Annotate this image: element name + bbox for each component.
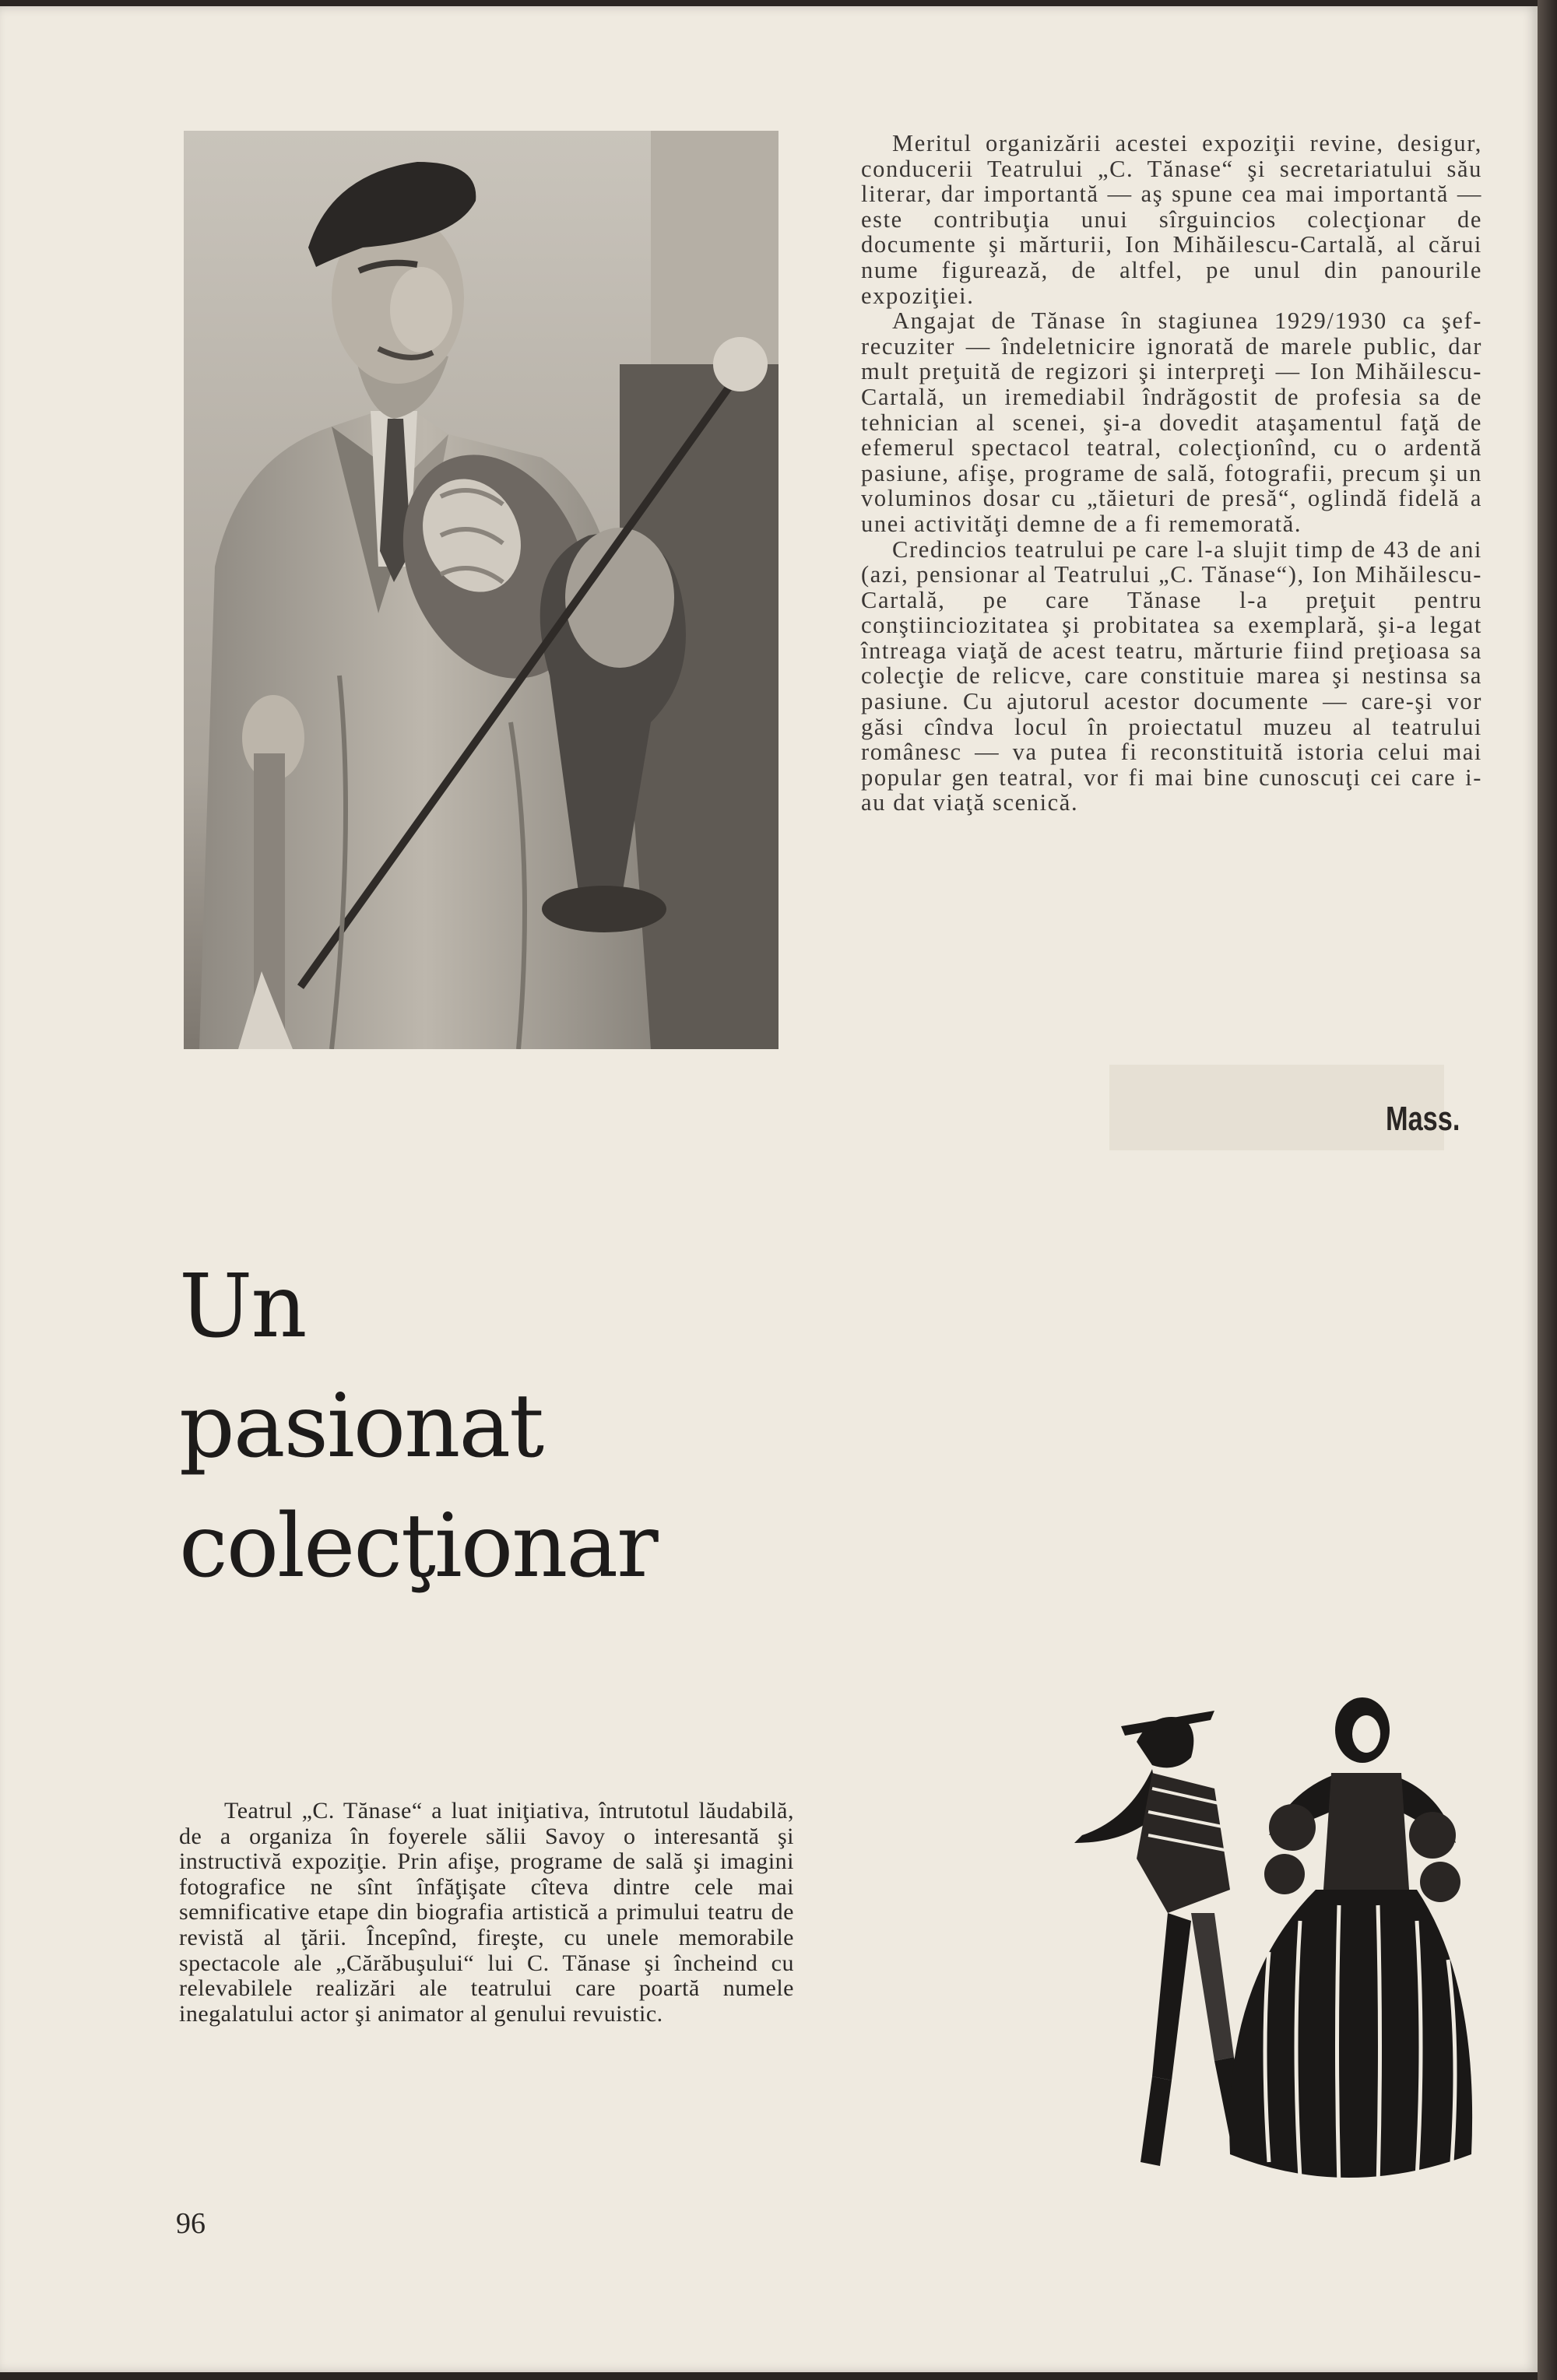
intro-paragraph: Teatrul „C. Tănase“ a luat iniţiativa, întrutotul lăudabilă, de a organiza în foyerele sălii Savoy o interesantă şi instructivă expoziţie. Prin afişe, programe de sală şi imagini fotografice ne sînt înfăţişate cîteva dintre cele mai semnificative etape din biografia artistică a primului teatru de revistă al ţării. Începînd, fireşte, cu unele memorabile spectacole ale „Cărăbuşului“ lui C. Tănase şi încheind cu relevabilele realizări ale teatrului care poartă numele inegalatului actor şi animator al genului revuistic. <box>179 1798 794 2027</box>
author-signature: Mass. <box>1386 1100 1460 1138</box>
article-right-column <box>861 131 1482 816</box>
title-line: pasionat <box>179 1376 543 1477</box>
paragraph: Angajat de Tănase în stagiunea 1929/1930 ca şef-recuziter — îndeletnicire ignorată de marele public, dar mult preţuită de regizori şi interpreţi — Ion Mihăilescu-Cartală, un iremediabil îndrăgostit de profesia sa de tehnician al scenei, şi-a dovedit ataşamentul faţă de efemerul spectacol teatral, colecţionînd, cu o ardentă pasiune, afişe, programe de sală, fotografii, precum şi un voluminos dosar cu „tăieturi de presă“, oglindă fidelă a unei activităţi demne de a fi rememorată. <box>861 307 1482 537</box>
title-line: colecţionar <box>179 1496 657 1597</box>
paragraph: Credincios teatrului pe care l-a slujit timp de 43 de ani (azi, pensionar al Teatrului „C. Tănase“), Ion Mihăilescu-Cartală, pe care Tănase l-a preţuit pentru conştiinciozitatea şi probitatea sa exemplară, şi-a legat întreaga viaţă de acest teatru, mărturie fiind preţioasa sa colecţie de relicve, care constituie marea şi nestinsa sa pasiune. Cu ajutorul acestor documente — care-şi vor găsi cîndva locul în proiectatul muzeu al teatrului românesc — va putea fi reconstituită istoria celui mai popular gen teatral, vor fi mai bine cunoscuţi cei care i-au dat viaţă scenică. <box>861 535 1482 816</box>
title-line: Un <box>179 1256 306 1357</box>
page-edge-shadow <box>1538 0 1557 2380</box>
magazine-page <box>0 6 1538 2372</box>
article-title <box>179 1256 880 1597</box>
page-number: 96 <box>176 2207 206 2240</box>
article-intro <box>179 1799 794 2027</box>
photo-man-with-mask-icon <box>184 131 778 1049</box>
dancing-couple-illustration-icon <box>1035 1656 1487 2217</box>
paragraph: Meritul organizării acestei expoziţii revine, desigur, conducerii Teatrului „C. Tănase“ şi secretariatului său literar, dar importantă — aş spune cea mai importantă — este contribuţia unui sîrguincios colecţionar de documente şi mărturii, Ion Mihăilescu-Cartală, al cărui nume figurează, de altfel, pe unul din panourile expoziţiei. <box>861 130 1482 309</box>
